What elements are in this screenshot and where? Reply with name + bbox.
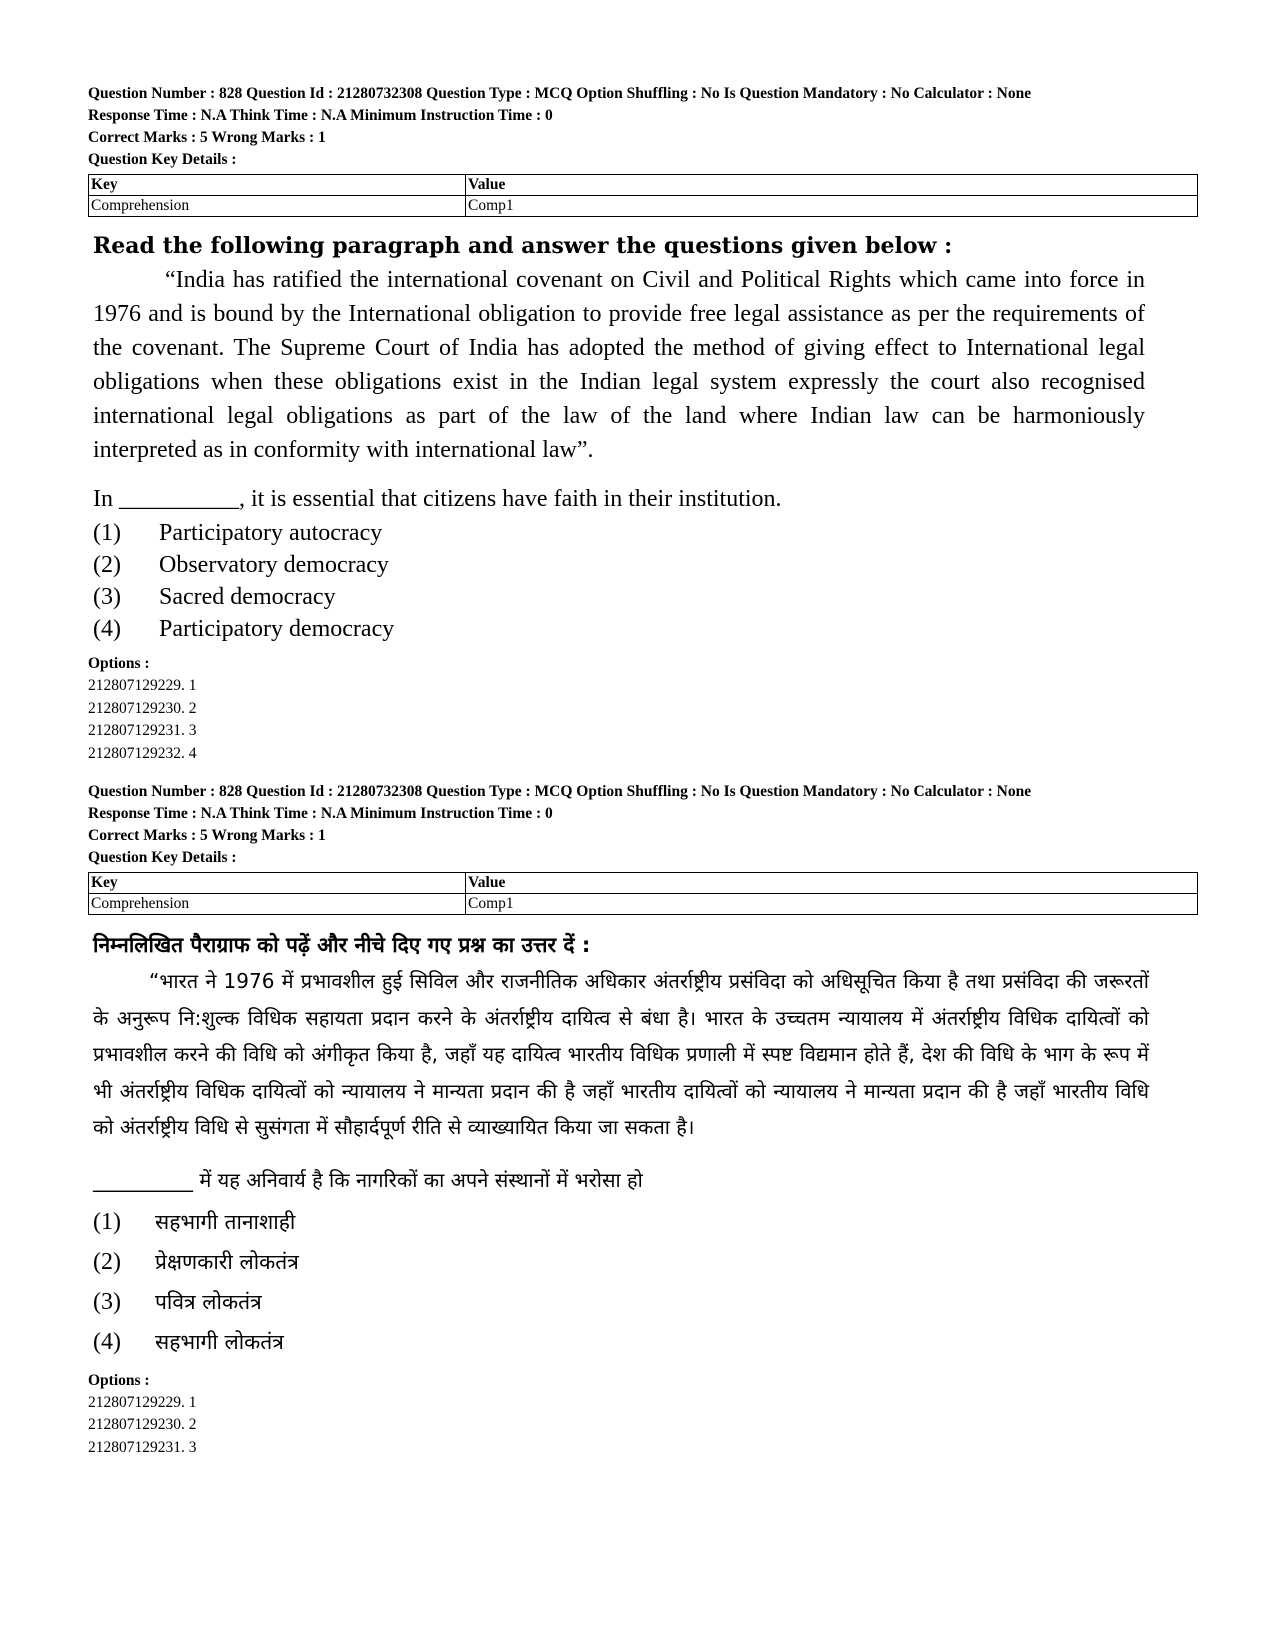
answer-option: [93, 517, 1198, 549]
options-heading: Options :: [88, 1371, 150, 1389]
table-row: [89, 894, 1198, 915]
passage-title: निम्नलिखित पैराग्राफ को पढ़ें और नीचे दिए गए प्रश्न का उत्तर दें :: [93, 933, 591, 957]
answer-option: [93, 1242, 1198, 1282]
passage-text: “भारत ने 1976 में प्रभावशील हुई सिविल और राजनीतिक अधिकार अंतर्राष्ट्रीय प्रसंविदा को अधिसूचित किया है तथा प्रसंविदा की जरूरतों के अनुरूप नि:शुल्क विधिक सहायता प्रदान करने के अंतर्राष्ट्रीय दायित्व से बंधा है। भारत के उच्चतम न्यायालय में अंतर्राष्ट्रीय विधिक दायित्वों को प्रभावशील करने की विधि को अंगीकृत किया है, जहाँ यह दायित्व भारतीय विधिक प्रणाली में स्पष्ट विद्यमान होते हैं, देश की विधि के भाग के रूप में भी अंतर्राष्ट्रीय विधिक दायित्वों को न्यायालय ने मान्यता प्रदान की है जहाँ भारतीय दायित्वों को न्यायालय ने मान्यता प्रदान की है जहाँ भारतीय विधि को अंतर्राष्ट्रीय विधि से सुसंगता में सौहार्दपूर्ण रीति से व्याख्यायित किया जा सकता है।: [93, 969, 1149, 1139]
option-text: प्रेक्षणकारी लोकतंत्र: [155, 1249, 299, 1274]
table-header-key: Key: [89, 873, 466, 894]
answer-option-list: [93, 517, 1198, 645]
meta-line: Response Time : N.A Think Time : N.A Minimum Instruction Time : 0: [88, 805, 553, 822]
answer-option: [93, 549, 1198, 581]
meta-line: Correct Marks : 5 Wrong Marks : 1: [88, 129, 326, 146]
question-meta: [88, 781, 1198, 869]
table-row: [89, 196, 1198, 217]
meta-line: Question Key Details :: [88, 849, 237, 866]
meta-line: Question Key Details :: [88, 151, 237, 168]
meta-line: Correct Marks : 5 Wrong Marks : 1: [88, 827, 326, 844]
question-block-hindi: [88, 781, 1198, 1459]
option-number: (4): [93, 616, 121, 642]
table-header-value: Value: [466, 175, 1198, 196]
answer-option-list: [93, 1202, 1198, 1362]
option-id: 212807129229. 1: [88, 1393, 197, 1411]
table-cell-key: Comprehension: [89, 894, 466, 915]
option-id: 212807129230. 2: [88, 1416, 197, 1433]
option-text: सहभागी तानाशाही: [155, 1209, 296, 1234]
table-cell-value: Comp1: [466, 196, 1198, 217]
answer-option: [93, 1322, 1198, 1362]
meta-line: Question Number : 828 Question Id : 21280732308 Question Type : MCQ Option Shuffling : No Is Question Mandatory : No Calculator : None: [88, 85, 1032, 102]
option-text: पवित्र लोकतंत्र: [155, 1289, 262, 1314]
passage-text: “India has ratified the international covenant on Civil and Political Rights which came into force in 1976 and is bound by the International obligation to provide free legal assistance as per the requirements of the covenant. The Supreme Court of India has adopted the method of giving effect to International legal obligations when these obligations exist in the Indian legal system expressly the court also recognised international legal obligations as part of the law of the land where Indian law can be harmoniously interpreted as in conformity with international law”.: [93, 267, 1145, 463]
table-header-row: [89, 873, 1198, 894]
option-number: (2): [93, 1248, 121, 1275]
answer-option: [93, 1282, 1198, 1322]
question-key-table: [88, 174, 1198, 217]
option-id-list: [88, 675, 1198, 765]
option-id: 212807129231. 3: [88, 1438, 197, 1456]
option-number: (3): [93, 584, 121, 610]
option-text: Participatory autocracy: [159, 520, 383, 546]
option-text: Observatory democracy: [159, 552, 389, 578]
question-block-english: [88, 83, 1198, 765]
table-header-key: Key: [89, 175, 466, 196]
passage-title: Read the following paragraph and answer the questions given below :: [93, 233, 953, 259]
option-id: 212807129231. 3: [88, 722, 197, 739]
question-key-table: [88, 872, 1198, 915]
option-number: (1): [93, 1208, 121, 1235]
option-number: (4): [93, 1328, 121, 1355]
option-number: (3): [93, 1288, 121, 1315]
question-stem: In __________, it is essential that citizens have faith in their institution.: [93, 486, 782, 512]
option-text: Sacred democracy: [159, 584, 336, 610]
answer-option: [93, 581, 1198, 613]
table-header-row: [89, 175, 1198, 196]
table-cell-value: Comp1: [466, 894, 1198, 915]
option-number: (1): [93, 520, 121, 546]
answer-option: [93, 613, 1198, 645]
table-header-value: Value: [466, 873, 1198, 894]
meta-line: Question Number : 828 Question Id : 21280732308 Question Type : MCQ Option Shuffling : No Is Question Mandatory : No Calculator : None: [88, 783, 1032, 800]
meta-line: Response Time : N.A Think Time : N.A Minimum Instruction Time : 0: [88, 107, 553, 124]
option-number: (2): [93, 552, 121, 578]
option-id-list: [88, 1392, 1198, 1460]
question-meta: [88, 83, 1198, 171]
options-heading: Options :: [88, 655, 150, 672]
option-text: सहभागी लोकतंत्र: [155, 1329, 284, 1354]
option-id: 212807129229. 1: [88, 677, 197, 694]
question-stem: __________ में यह अनिवार्य है कि नागरिकों का अपने संस्थानों में भरोसा हो: [93, 1167, 643, 1192]
option-text: Participatory democracy: [159, 616, 395, 642]
table-cell-key: Comprehension: [89, 196, 466, 217]
option-id: 212807129232. 4: [88, 744, 197, 762]
answer-option: [93, 1202, 1198, 1242]
option-id: 212807129230. 2: [88, 699, 197, 717]
